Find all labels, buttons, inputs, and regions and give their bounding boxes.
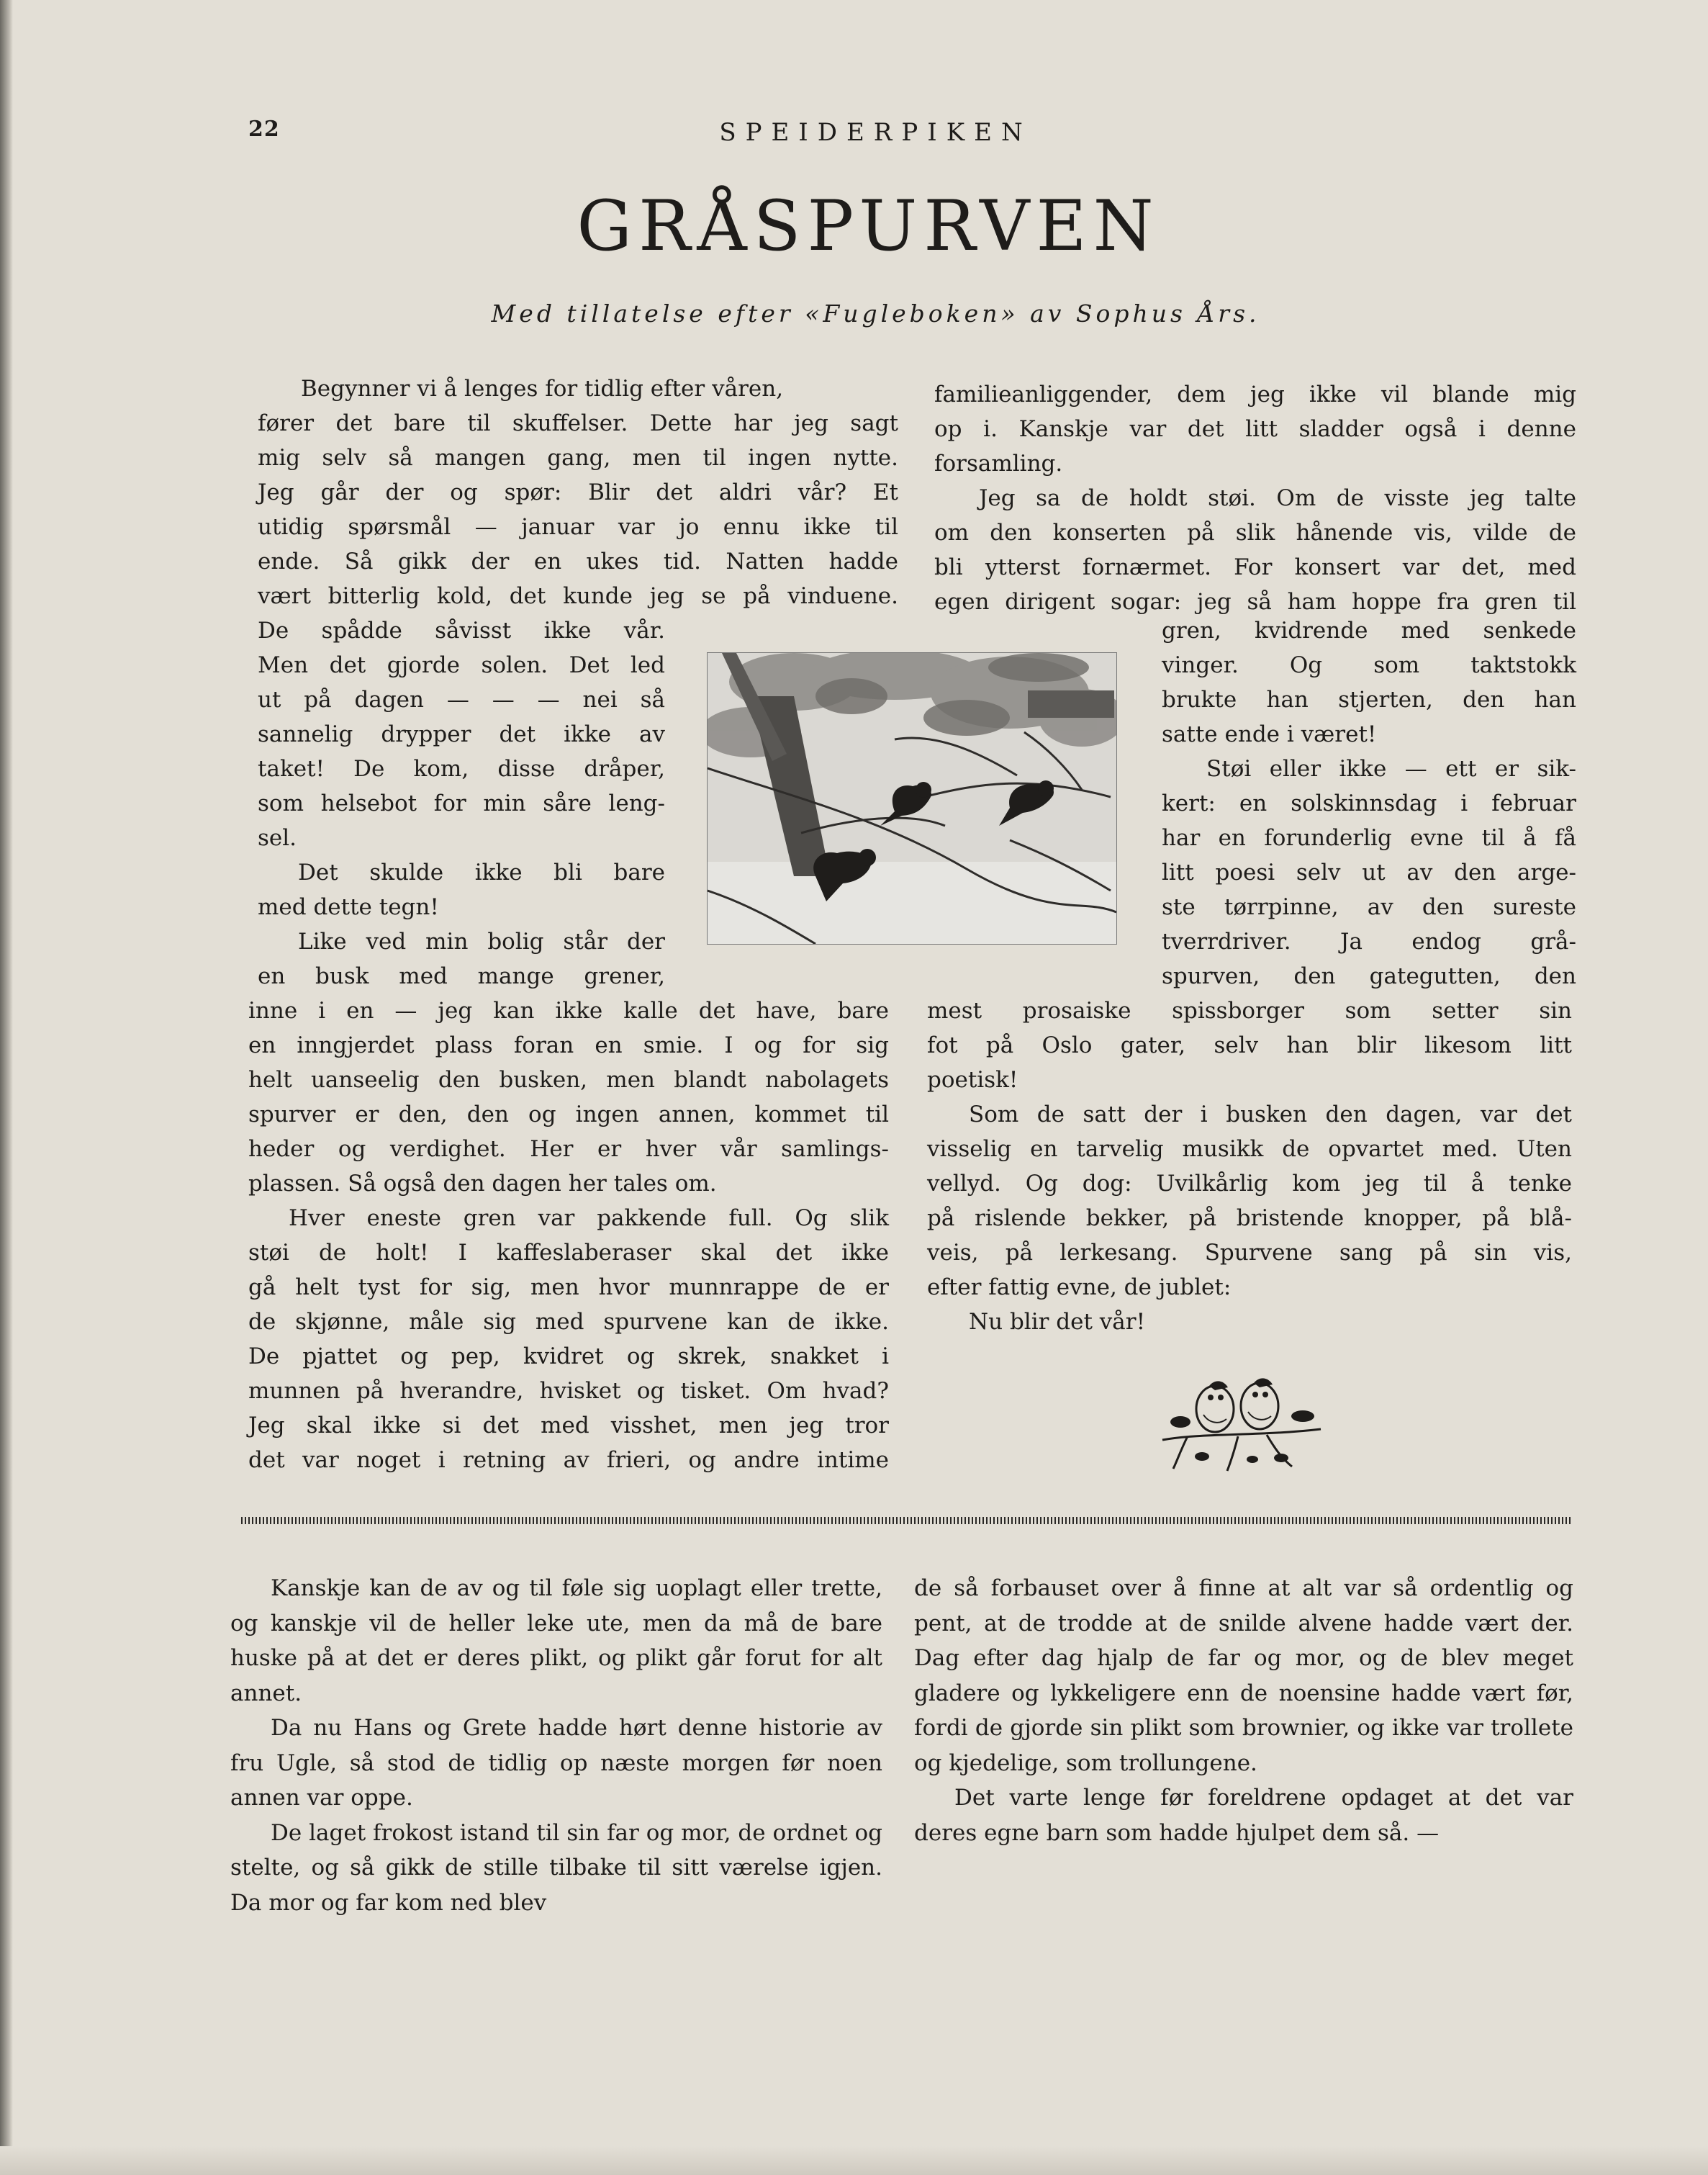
text-line: Støi eller ikke — ett er sik- [1206,756,1576,782]
running-head: SPEIDERPIKEN [719,118,1032,147]
text-line: en inngjerdet plass foran en smie. I og for sig [248,1032,889,1058]
text-line: vinger. Og som taktstokk [1162,652,1576,678]
left-column-bottom [248,994,889,1477]
text-line: Hver eneste gren var pakkende full. Og slik [289,1205,889,1231]
page-number: 22 [248,117,280,142]
text-line: Jeg sa de holdt støi. Om de visste jeg talte [979,485,1576,511]
text-line: utidig spørsmål — januar var jo ennu ikke til [258,514,898,540]
text-line: mig selv så mangen gang, men til ingen nytte. [258,445,898,471]
text-line: kert: en solskinnsdag i februar [1162,791,1576,816]
text-line: Det skulde ikke bli bare [298,860,665,886]
text-line: poetisk! [927,1067,1018,1093]
text-line: vært bitterlig kold, det kunde jeg se på vinduene. [258,583,898,609]
text-line: ste tørrpinne, av den sureste [1162,894,1576,920]
text-line: familieanliggender, dem jeg ikke vil blande mig [934,382,1576,407]
text-line: de skjønne, måle sig med spurvene kan de ikke. [248,1309,889,1335]
text-line: spurven, den gategutten, den [1162,963,1576,989]
left-column-narrow [258,613,665,994]
text-line: helt uanseelig den busken, men blandt nabolagets [248,1067,889,1093]
right-column-bottom [927,994,1572,1339]
text-line: om den konserten på slik hånende vis, vilde de [934,520,1576,546]
text-line: plassen. Så også den dagen her tales om. [248,1171,717,1197]
text-line: efter fattig evne, de jublet: [927,1274,1232,1300]
text-line: Like ved min bolig står der [298,929,665,955]
text-line: satte ende i været! [1162,721,1377,747]
sparrows-photo [707,652,1117,945]
story-paragraph: de så forbauset over å finne at alt var så ordentlig og pent, at de trodde at de snilde alvene hadde vært der. Dag efter dag hjalp de far og mor, og de blev meget gladere og lykkeligere enn de noensine hadde vært før, fordi de gjorde sin plikt som brownier, og ikke var trollete og kjedelige, som trollungene. [914,1575,1573,1776]
text-line: gren, kvidrende med senkede [1162,618,1576,644]
text-line: visselig en tarvelig musikk de opvartet med. Uten [927,1136,1572,1162]
text-line: ende. Så gikk der en ukes tid. Natten hadde [258,549,898,575]
article-title: GRÅSPURVEN [577,186,1160,266]
story-paragraph: De laget frokost istand til sin far og mor, de ordnet og stelte, og så gikk de stille tilbake til sitt værelse igjen. Da mor og far kom ned blev [230,1819,882,1916]
text-line: egen dirigent sogar: jeg så ham hoppe fra gren til [934,589,1576,615]
story-paragraph: Det varte lenge før foreldrene opdaget at det var deres egne barn som hadde hjulpet dem så. — [914,1785,1573,1846]
text-line: Som de satt der i busken den dagen, var det [969,1102,1572,1127]
text-line: fører det bare til skuffelser. Dette har jeg sagt [258,410,898,436]
text-line: heder og verdighet. Her er hver vår samlings- [248,1136,889,1162]
text-line: tverrdriver. Ja endog grå- [1162,929,1576,955]
section-divider [241,1517,1573,1524]
story-paragraph: Da nu Hans og Grete hadde hørt denne historie av fru Ugle, så stod de tidlig op næste morgen før noen annen var oppe. [230,1715,882,1811]
text-line: sel. [258,825,297,851]
text-line: op i. Kanskje var det litt sladder også i denne [934,416,1576,442]
text-line: det var noget i retning av frieri, og andre intime [248,1447,889,1473]
article-subtitle: Med tillatelse efter «Fugleboken» av Sophus Års. [491,300,1260,328]
story-paragraph: Kanskje kan de av og til føle sig uoplagt eller trette, og kanskje vil de heller leke ute, men da må de bare huske på at det er deres plikt, og plikt går forut for alt annet. [230,1575,882,1706]
text-line: sannelig drypper det ikke av [258,721,665,747]
story-right-column [914,1571,1573,1850]
text-line: munnen på hverandre, hvisket og tisket. Om hvad? [248,1378,889,1404]
right-column-top [934,377,1576,619]
text-line: De pjattet og pep, kvidret og skrek, snakket i [248,1343,889,1369]
text-line: som helsebot for min såre leng- [258,791,665,816]
text-line: Begynner vi å lenges for tidlig efter våren, [301,376,784,402]
text-line: vellyd. Og dog: Uvilkårlig kom jeg til å tenke [927,1171,1572,1197]
sparrows-on-branch-icon [1159,1372,1324,1472]
text-line: inne i en — jeg kan ikke kalle det have, bare [248,998,889,1024]
text-line: gå helt tyst for sig, men hvor munnrappe de er [248,1274,889,1300]
left-column-top [258,371,898,613]
text-line: Nu blir det vår! [969,1309,1146,1335]
text-line: fot på Oslo gater, selv han blir likesom litt [927,1032,1572,1058]
text-line: Jeg går der og spør: Blir det aldri vår? Et [258,479,898,505]
text-line: med dette tegn! [258,894,439,920]
text-line: mest prosaiske spissborger som setter sin [927,998,1572,1024]
story-left-column [230,1571,882,1920]
right-column-narrow [1162,613,1576,994]
text-line: brukte han stjerten, den han [1162,687,1576,713]
page-bottom-shadow [0,2146,1708,2175]
text-line: taket! De kom, disse dråper, [258,756,665,782]
text-line: en busk med mange grener, [258,963,665,989]
text-line: spurver er den, den og ingen annen, kommet til [248,1102,889,1127]
sparrows-photo-image [708,653,1116,944]
text-line: bli ytterst fornærmet. For konsert var det, med [934,554,1576,580]
text-line: De spådde såvisst ikke vår. [258,618,665,644]
text-line: forsamling. [934,451,1063,477]
text-line: litt poesi selv ut av den arge- [1162,860,1576,886]
text-line: har en forunderlig evne til å få [1162,825,1576,851]
text-line: på rislende bekker, på bristende knopper, på blå- [927,1205,1572,1231]
text-line: Jeg skal ikke si det med visshet, men jeg tror [248,1413,889,1438]
text-line: veis, på lerkesang. Spurvene sang på sin vis, [927,1240,1572,1266]
text-line: ut på dagen — — — nei så [258,687,665,713]
text-line: støi de holt! I kaffeslaberaser skal det ikke [248,1240,889,1266]
text-line: Men det gjorde solen. Det led [258,652,665,678]
